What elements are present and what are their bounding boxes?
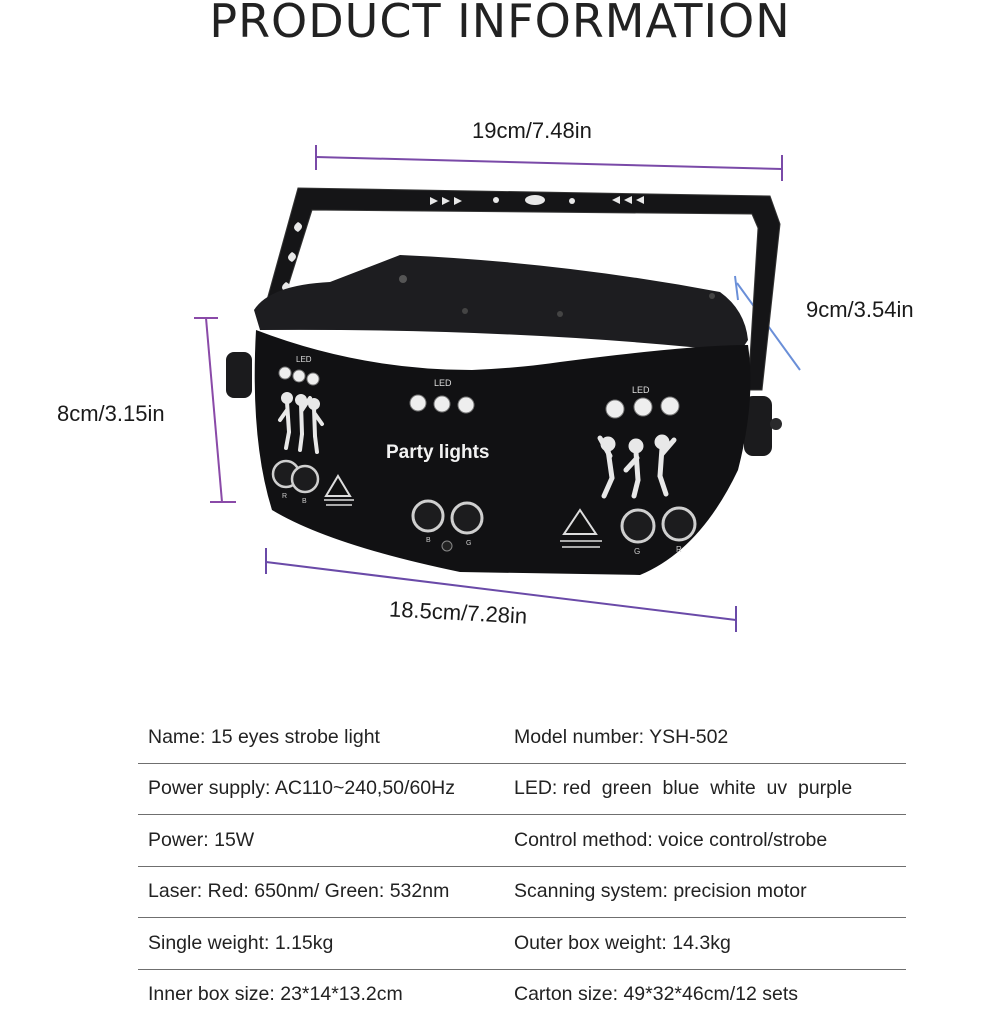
microphone-icon bbox=[442, 541, 452, 551]
dimension-width-bottom: 18.5cm/7.28in bbox=[388, 596, 527, 629]
spec-single-weight: Single weight: 1.15kg bbox=[138, 932, 514, 955]
spec-row bbox=[138, 712, 906, 764]
spec-outer-box-weight: Outer box weight: 14.3kg bbox=[514, 932, 906, 955]
lens-label: B bbox=[302, 498, 307, 505]
spec-table bbox=[138, 712, 906, 1020]
spec-row bbox=[138, 970, 906, 1020]
body-top bbox=[254, 255, 748, 352]
lens-label: G bbox=[634, 547, 640, 556]
spec-row bbox=[138, 918, 906, 970]
led-label-center: LED bbox=[434, 378, 452, 388]
spec-laser: Laser: Red: 650nm/ Green: 532nm bbox=[138, 880, 514, 903]
led-label-left: LED bbox=[296, 355, 312, 364]
spec-power: Power: 15W bbox=[138, 829, 514, 852]
lens-label: R bbox=[282, 493, 287, 500]
spec-row bbox=[138, 867, 906, 919]
spec-carton-size: Carton size: 49*32*46cm/12 sets bbox=[514, 983, 906, 1006]
spec-row bbox=[138, 764, 906, 816]
spec-control-method: Control method: voice control/strobe bbox=[514, 829, 906, 852]
spec-led: LED: red green blue white uv purple bbox=[514, 777, 906, 800]
lens-label: R bbox=[676, 545, 682, 554]
led-cluster-icon bbox=[606, 397, 679, 418]
spec-power-supply: Power supply: AC110~240,50/60Hz bbox=[138, 777, 514, 800]
party-lights-label: Party lights bbox=[386, 442, 489, 463]
led-label-right: LED bbox=[632, 385, 650, 395]
led-cluster-icon bbox=[410, 395, 474, 413]
dimension-width-top: 19cm/7.48in bbox=[472, 118, 592, 144]
spec-inner-box-size: Inner box size: 23*14*13.2cm bbox=[138, 983, 514, 1006]
spec-row bbox=[138, 815, 906, 867]
spec-scanning-system: Scanning system: precision motor bbox=[514, 880, 906, 903]
lens-label: B bbox=[426, 537, 431, 544]
dimension-height: 8cm/3.15in bbox=[57, 401, 165, 427]
page-title: PRODUCT INFORMATION bbox=[0, 0, 1000, 48]
spec-model-number: Model number: YSH-502 bbox=[514, 726, 906, 749]
lens-label: G bbox=[466, 540, 471, 547]
spec-name: Name: 15 eyes strobe light bbox=[138, 726, 514, 749]
dimension-depth: 9cm/3.54in bbox=[806, 297, 914, 323]
